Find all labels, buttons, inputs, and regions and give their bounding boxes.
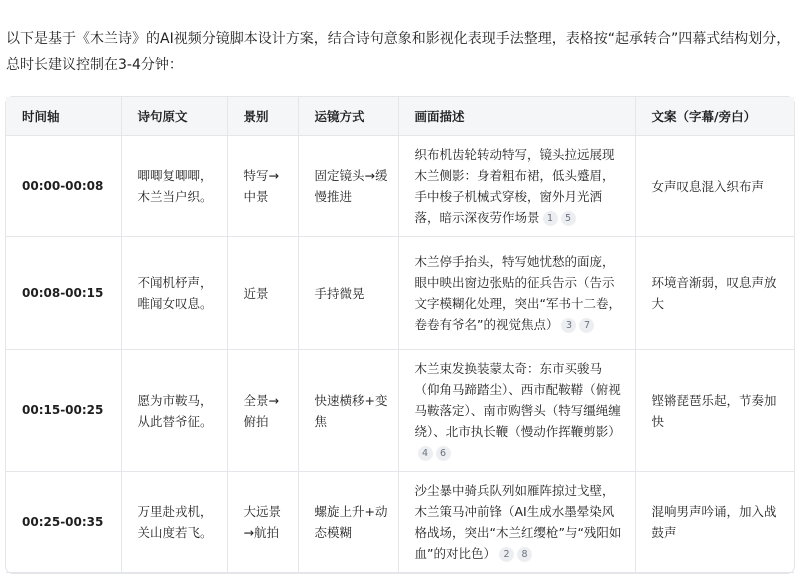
header-time: 时间轴	[6, 97, 121, 136]
table-row	[6, 472, 794, 573]
citation-badge[interactable]: 8	[517, 547, 532, 562]
cell-copy: 混响男声吟诵，加入战鼓声	[635, 472, 794, 573]
header-description: 画面描述	[398, 97, 635, 136]
cell-camera: 固定镜头→缓慢推进	[298, 136, 398, 237]
cell-time: 00:00-00:08	[6, 136, 121, 237]
cell-copy: 铿锵琵琶乐起，节奏加快	[635, 350, 794, 472]
cell-copy: 环境音渐弱，叹息声放大	[635, 237, 794, 350]
table-row	[6, 136, 794, 237]
cell-time: 00:08-00:15	[6, 237, 121, 350]
header-shot: 景别	[227, 97, 298, 136]
cell-description	[398, 237, 635, 350]
table-row	[6, 237, 794, 350]
description-text: 木兰束发换装蒙太奇：东市买骏马（仰角马蹄踏尘）、西市配鞍鞯（俯视马鞍落定）、南市购辔头（特写缰绳缠绕）、北市执长鞭（慢动作挥鞭剪影）	[414, 361, 621, 439]
cell-time: 00:15-00:25	[6, 350, 121, 472]
citation-badge[interactable]: 3	[561, 318, 576, 333]
storyboard-table	[6, 97, 794, 573]
citation-badge[interactable]: 5	[561, 211, 576, 226]
citation-badge[interactable]: 2	[499, 547, 514, 562]
description-text: 沙尘暴中骑兵队列如雁阵掠过戈壁，木兰策马冲前锋（AI生成水墨晕染风格战场，突出“木兰红缨枪”与“残阳如血”的对比色）	[414, 483, 622, 561]
cell-verse: 不闻机杼声，唯闻女叹息。	[121, 237, 227, 350]
header-verse: 诗句原文	[121, 97, 227, 136]
cell-description	[398, 350, 635, 472]
storyboard-table-container	[5, 96, 795, 574]
citation-badge[interactable]: 7	[579, 318, 594, 333]
cell-copy: 女声叹息混入织布声	[635, 136, 794, 237]
cell-camera: 螺旋上升+动态模糊	[298, 472, 398, 573]
header-camera: 运镜方式	[298, 97, 398, 136]
description-text: 织布机齿轮转动特写，镜头拉远展现木兰侧影：身着粗布裙，低头蹙眉，手中梭子机械式穿梭，窗外月光洒落，暗示深夜劳作场景	[414, 147, 615, 225]
cell-verse: 唧唧复唧唧，木兰当户织。	[121, 136, 227, 237]
header-copy: 文案（字幕/旁白）	[635, 97, 794, 136]
cell-camera: 快速横移+变焦	[298, 350, 398, 472]
cell-verse: 万里赴戎机，关山度若飞。	[121, 472, 227, 573]
cell-shot: 大远景→航拍	[227, 472, 298, 573]
citation-badge[interactable]: 4	[418, 446, 433, 461]
cell-shot: 全景→俯拍	[227, 350, 298, 472]
cell-description	[398, 472, 635, 573]
cell-camera: 手持微晃	[298, 237, 398, 350]
intro-paragraph: 以下是基于《木兰诗》的AI视频分镜脚本设计方案，结合诗句意象和影视化表现手法整理，表格按“起承转合”四幕式结构划分，总时长建议控制在3-4分钟：	[6, 31, 791, 73]
table-header-row	[6, 97, 794, 136]
cell-time: 00:25-00:35	[6, 472, 121, 573]
cell-description	[398, 136, 635, 237]
cell-verse: 愿为市鞍马，从此替爷征。	[121, 350, 227, 472]
cell-shot: 特写→中景	[227, 136, 298, 237]
table-row	[6, 350, 794, 472]
citation-badge[interactable]: 1	[543, 211, 558, 226]
citation-badge[interactable]: 6	[436, 446, 451, 461]
description-text: 木兰停手抬头，特写她忧愁的面庞，眼中映出窗边张贴的征兵告示（告示文字模糊化处理，突出“军书十二卷，卷卷有爷名”的视觉焦点）	[414, 254, 621, 332]
cell-shot: 近景	[227, 237, 298, 350]
